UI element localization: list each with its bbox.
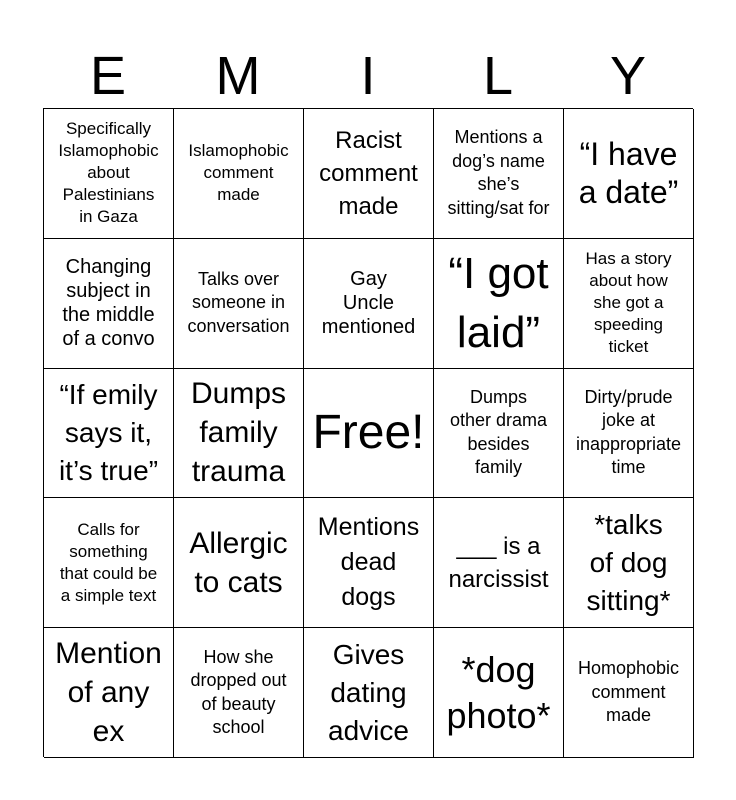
bingo-cell[interactable] xyxy=(304,628,434,758)
cell-text: Mentions a dog’s name she’s sitting/sat for xyxy=(447,127,550,218)
header-letter-y: Y xyxy=(609,46,647,106)
cell-text: Dumps other drama besides family xyxy=(449,386,548,478)
bingo-cell[interactable] xyxy=(304,109,434,239)
bingo-cell[interactable] xyxy=(174,369,304,499)
cell-text: Gives dating advice xyxy=(328,638,409,746)
bingo-cell[interactable] xyxy=(174,628,304,758)
header-letter-m: M xyxy=(215,46,261,106)
cell-text: Calls for something that could be a simple text xyxy=(59,519,158,605)
cell-text: “I got laid” xyxy=(448,249,549,358)
bingo-cell[interactable] xyxy=(434,109,564,239)
bingo-cell[interactable] xyxy=(564,109,694,239)
header-letter-l: L xyxy=(482,46,514,106)
bingo-cell[interactable] xyxy=(304,239,434,369)
cell-text: “If emily says it, it’s true” xyxy=(58,378,159,486)
cell-text: Racist comment made xyxy=(319,126,418,220)
cell-text: Changing subject in the middle of a convo xyxy=(62,256,155,351)
bingo-cell[interactable] xyxy=(564,369,694,499)
cell-text: Specifically Islamophobic about Palestinians in Gaza xyxy=(58,119,159,227)
cell-text: ___ is a narcissist xyxy=(448,532,549,593)
bingo-cell[interactable] xyxy=(44,109,174,239)
cell-text: “I have a date” xyxy=(578,136,679,211)
bingo-cell[interactable] xyxy=(434,239,564,369)
bingo-board xyxy=(43,108,693,757)
cell-text: Allergic to cats xyxy=(189,526,288,599)
header-letter-e: E xyxy=(89,46,127,106)
cell-text: How she dropped out of beauty school xyxy=(190,646,287,738)
bingo-cell[interactable] xyxy=(174,498,304,628)
cell-text: *dog photo* xyxy=(446,648,551,736)
bingo-cell[interactable] xyxy=(564,628,694,758)
bingo-cell[interactable] xyxy=(174,239,304,369)
bingo-cell[interactable] xyxy=(564,498,694,628)
bingo-cell[interactable] xyxy=(44,239,174,369)
cell-text: Mentions dead dogs xyxy=(317,513,420,612)
bingo-cell[interactable] xyxy=(44,498,174,628)
free-space-cell[interactable] xyxy=(304,369,434,499)
bingo-cell[interactable] xyxy=(434,498,564,628)
bingo-header xyxy=(43,44,693,108)
cell-text: Has a story about how she got a speeding ticket xyxy=(585,249,672,357)
cell-text: Gay Uncle mentioned xyxy=(321,268,416,339)
cell-text: Dumps family trauma xyxy=(190,377,287,489)
header-letter-i: I xyxy=(360,46,376,106)
bingo-cell[interactable] xyxy=(174,109,304,239)
cell-text: Talks over someone in conversation xyxy=(187,268,290,336)
bingo-cell[interactable] xyxy=(434,369,564,499)
bingo-cell[interactable] xyxy=(44,369,174,499)
cell-text: Dirty/prude joke at inappropriate time xyxy=(575,386,682,478)
cell-text: *talks of dog sitting* xyxy=(586,508,671,616)
cell-text: Homophobic comment made xyxy=(577,658,680,726)
bingo-cell[interactable] xyxy=(304,498,434,628)
free-space-text: Free! xyxy=(312,405,425,459)
cell-text: Mention of any ex xyxy=(55,637,162,749)
bingo-cell[interactable] xyxy=(434,628,564,758)
bingo-cell[interactable] xyxy=(44,628,174,758)
cell-text: Islamophobic comment made xyxy=(188,141,289,205)
bingo-cell[interactable] xyxy=(564,239,694,369)
